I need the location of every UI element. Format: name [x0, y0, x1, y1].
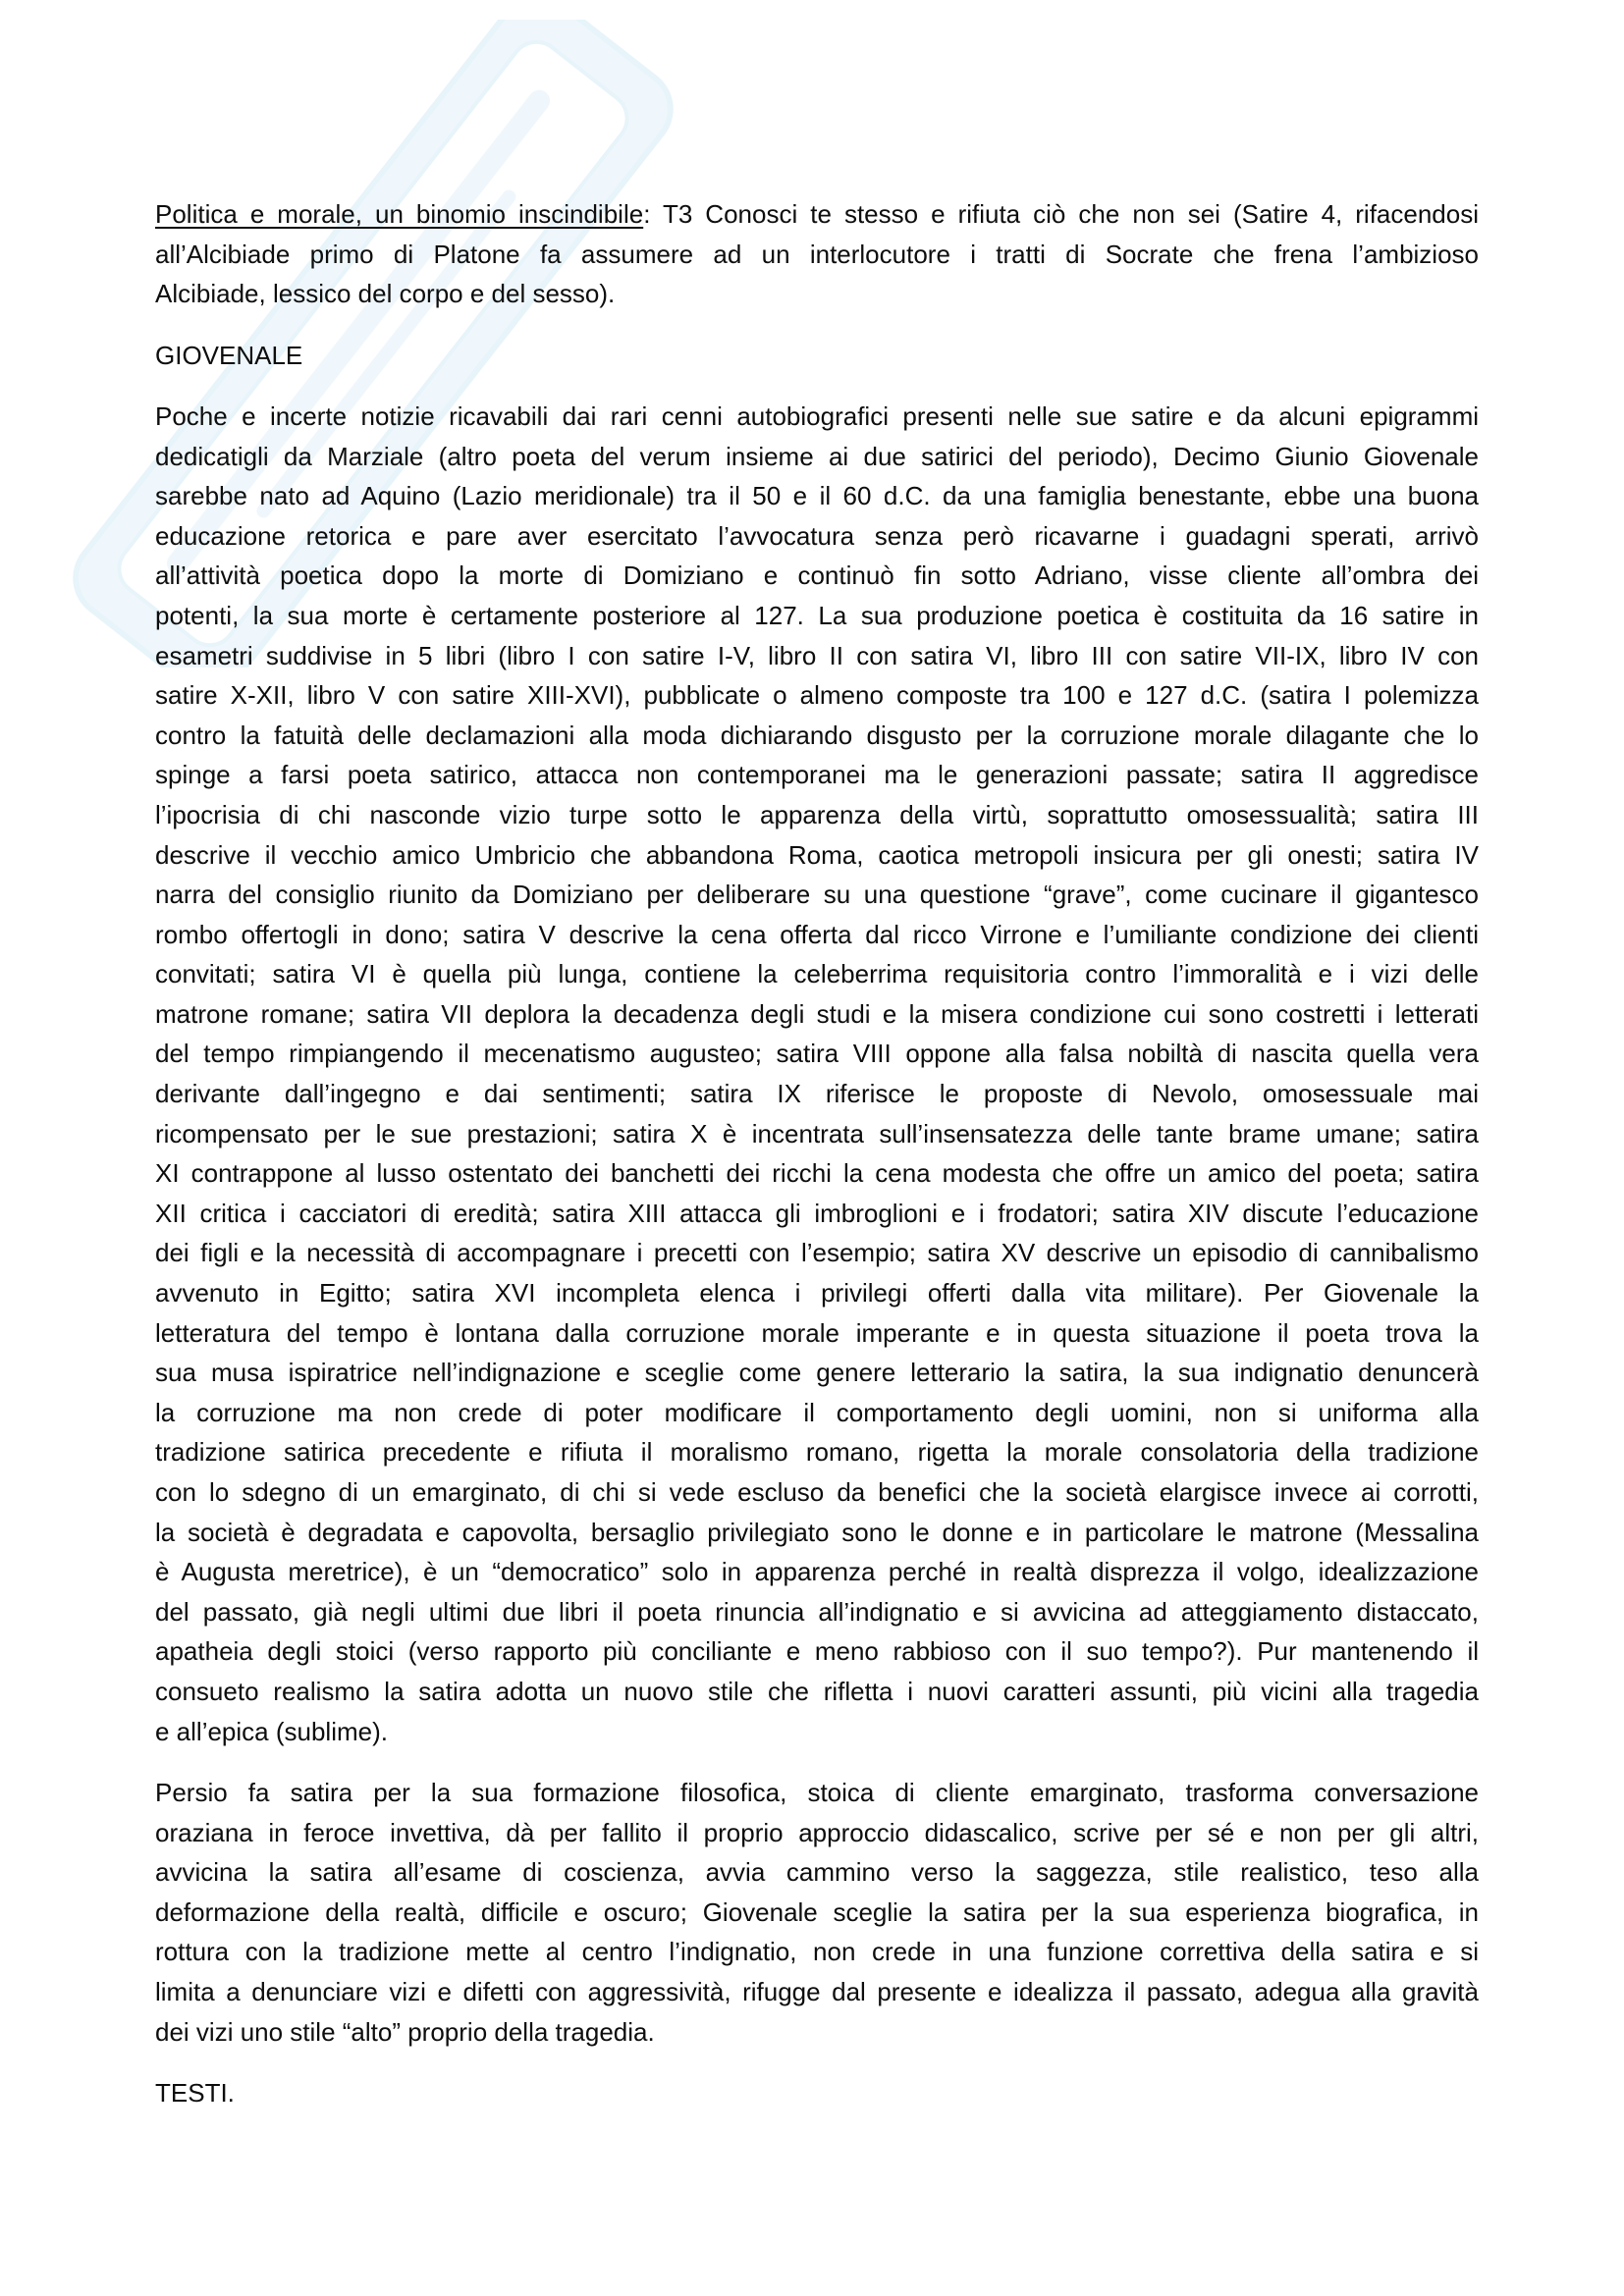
paragraph-giovenale-biography [155, 397, 1479, 1751]
underlined-topic-heading: Politica e morale, un binomio inscindibile [155, 199, 644, 229]
text-line: satire X-XII, libro V con satire XIII-XVI), pubblicate o almeno composte tra 100 e 127 d.C. (satira I polemizza [155, 680, 1479, 711]
text-line: convitati; satira VI è quella più lunga, contiene la celeberrima requisitoria contro l’immoralità e i vizi delle [155, 959, 1479, 989]
text-line: Alcibiade, lessico del corpo e del sesso). [155, 279, 616, 309]
text-line: XII critica i cacciatori di eredità; satira XIII attacca gli imbroglioni e i frodatori; satira XIV discute l’educazione [155, 1198, 1479, 1228]
text-line: esametri suddivise in 5 libri (libro I con satire I-V, libro II con satira VI, libro III con satire VII-IX, libro IV con [155, 640, 1479, 670]
text-line: è Augusta meretrice), è un “democratico” solo in apparenza perché in realtà disprezza il volgo, idealizzazione [155, 1557, 1479, 1587]
text-line: con lo sdegno di un emarginato, di chi si vede escluso da benefici che la società elargisce invece ai corrotti, [155, 1477, 1479, 1507]
text-line: educazione retorica e pare aver esercitato l’avvocatura senza però ricavarne i guadagni sperati, arrivò [155, 520, 1479, 551]
text-line: apatheia degli stoici (verso rapporto più conciliante e meno rabbioso con il suo tempo?). Pur mantenendo il [155, 1636, 1479, 1667]
text-line: sua musa ispiratrice nell’indignazione e sceglie come genere letterario la satira, la sua indignatio denuncerà [155, 1358, 1479, 1388]
text-line: tradizione satirica precedente e rifiuta il moralismo romano, rigetta la morale consolatoria della tradizione [155, 1437, 1479, 1468]
section-heading-giovenale [155, 336, 1479, 376]
text-line: del tempo rimpiangendo il mecenatismo augusteo; satira VIII oppone alla falsa nobiltà di nascita quella vera [155, 1039, 1479, 1069]
paragraph-persio-giovenale-comparison [155, 1773, 1479, 2052]
text-line: Persio fa satira per la sua formazione filosofica, stoica di cliente emarginato, trasforma conversazione [155, 1777, 1479, 1807]
text-line: letteratura del tempo è lontana dalla corruzione morale imperante e in questa situazione il poeta trova la [155, 1317, 1479, 1348]
text-line: rombo offertogli in dono; satira V descrive la cena offerta dal ricco Virrone e l’umiliante condizione dei clienti [155, 919, 1479, 949]
text-line: all’Alcibiade primo di Platone fa assumere ad un interlocutore i tratti di Socrate che frena l’ambizioso [155, 239, 1479, 269]
text-line: consueto realismo la satira adotta un nuovo stile che rifletta i nuovi caratteri assunti, più vicini alla tragedia [155, 1676, 1479, 1706]
section-heading-text: GIOVENALE [155, 340, 303, 370]
text-line: limita a denunciare vizi e difetti con aggressività, rifugge dal presente e idealizza il passato, adegua alla gravità [155, 1976, 1479, 2006]
text-line: la corruzione ma non crede di poter modificare il comportamento degli uomini, non si uniforma alla [155, 1397, 1479, 1427]
text-line: del passato, già negli ultimi due libri il poeta rinuncia all’indignatio e si avvicina ad atteggiamento distaccato, [155, 1596, 1479, 1627]
text-line: spinge a farsi poeta satirico, attacca non contemporanei ma le generazioni passate; satira II aggredisce [155, 760, 1479, 790]
text-line: descrive il vecchio amico Umbricio che abbandona Roma, caotica metropoli insicura per gli onesti; satira IV [155, 839, 1479, 870]
text-line: XI contrappone al lusso ostentato dei banchetti dei ricchi la cena modesta che offre un amico del poeta; satira [155, 1158, 1479, 1189]
text-line: Poche e incerte notizie ricavabili dai rari cenni autobiografici presenti nelle sue satire e da alcuni epigrammi [155, 400, 1479, 431]
closing-label-testi [155, 2073, 1479, 2113]
text-line: avvenuto in Egitto; satira XVI incompleta elenca i privilegi offerti dalla vita militare). Per Giovenale la [155, 1278, 1479, 1308]
text-line: deformazione della realtà, difficile e oscuro; Giovenale sceglie la satira per la sua esperienza biografica, in [155, 1896, 1479, 1927]
text-line: oraziana in feroce invettiva, dà per fallito il proprio approccio didascalico, scrive per sé e non per gli altri, [155, 1817, 1479, 1847]
document-body [155, 194, 1479, 2134]
text-line: la società è degradata e capovolta, bersaglio privilegiato sono le donne e in particolare le matrone (Messalina [155, 1517, 1479, 1547]
text-line: sarebbe nato ad Aquino (Lazio meridionale) tra il 50 e il 60 d.C. da una famiglia benestante, ebbe una buona [155, 481, 1479, 511]
text-line: rottura con la tradizione mette al centro l’indignatio, non crede in una funzione correttiva della satira e si [155, 1937, 1479, 1967]
paragraph-politica-e-morale [155, 194, 1479, 314]
text-line: matrone romane; satira VII deplora la decadenza degli studi e la misera condizione cui sono costretti i letterati [155, 998, 1479, 1029]
text-line: dedicatigli da Marziale (altro poeta del verum insieme ai due satirici del periodo), Decimo Giunio Giovenale [155, 441, 1479, 471]
text-line: potenti, la sua morte è certamente posteriore al 127. La sua produzione poetica è costituita da 16 satire in [155, 600, 1479, 630]
text-line: e all’epica (sublime). [155, 1716, 388, 1746]
text-line: contro la fatuità delle declamazioni alla moda dichiarando disgusto per la corruzione morale dilagante che lo [155, 720, 1479, 750]
text-line: avvicina la satira all’esame di coscienza, avvia cammino verso la saggezza, stile realistico, teso alla [155, 1857, 1479, 1888]
text-line: narra del consiglio riunito da Domiziano per deliberare su una questione “grave”, come cucinare il gigantesco [155, 880, 1479, 910]
text-line: dei figli e la necessità di accompagnare i precetti con l’esempio; satira XV descrive un episodio di cannibalismo [155, 1238, 1479, 1268]
text-line-rest: : T3 Conosci te stesso e rifiuta ciò che non sei (Satire 4, rifacendosi [643, 199, 1479, 229]
text-line: derivante dall’ingegno e dai sentimenti; satira IX riferisce le proposte di Nevolo, omosessuale mai [155, 1079, 1479, 1109]
closing-label-text: TESTI. [155, 2077, 235, 2108]
text-line: l’ipocrisia di chi nasconde vizio turpe sotto le apparenza della virtù, soprattutto omosessualità; satira III [155, 799, 1479, 829]
text-line: dei vizi uno stile “alto” proprio della tragedia. [155, 2016, 655, 2047]
text-line: ricompensato per le sue prestazioni; satira X è incentrata sull’insensatezza delle tante brame umane; satira [155, 1118, 1479, 1148]
text-line: all’attività poetica dopo la morte di Domiziano e continuò fin sotto Adriano, visse cliente all’ombra dei [155, 561, 1479, 591]
text-line [155, 194, 1479, 235]
